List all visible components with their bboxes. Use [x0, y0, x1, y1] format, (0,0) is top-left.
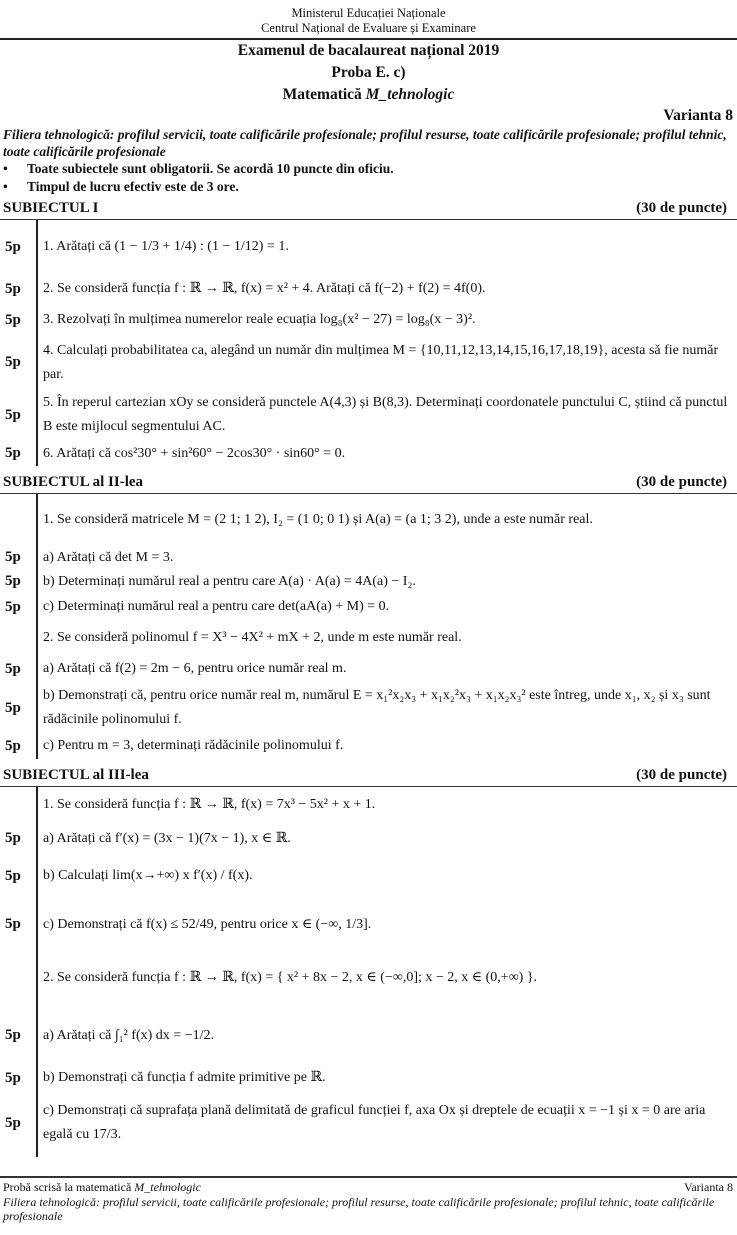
- section-header: [0, 764, 737, 786]
- exam-item: [0, 952, 737, 1004]
- exam-item: [0, 621, 737, 655]
- item-text: c) Demonstrați că f(x) ≤ 52/49, pentru orice x ∈ (−∞, 1/3].: [43, 916, 372, 932]
- item-points: 5p: [5, 406, 21, 423]
- item-text: a) Arătați că det M = 3.: [43, 549, 174, 565]
- item-text: a) Arătați că ∫₁² f(x) dx = −1/2.: [43, 1027, 214, 1043]
- item-text: 2. Se consideră funcția f : ℝ → ℝ, f(x) = x² + 4. Arătați că f(−2) + f(2) = 4f(0).: [43, 281, 486, 296]
- item-points: 5p: [5, 311, 21, 328]
- section-title: SUBIECTUL I: [3, 199, 99, 216]
- exam-item: [0, 593, 737, 621]
- section-title: SUBIECTUL al III-lea: [3, 766, 149, 783]
- page-header: [0, 0, 737, 196]
- exam-item: [0, 897, 737, 952]
- exam-item: [0, 494, 737, 545]
- exam-item: [0, 389, 737, 441]
- item-text: c) Pentru m = 3, determinați rădăcinile polinomului f.: [43, 738, 344, 753]
- section-points: (30 de puncte): [636, 473, 727, 490]
- footer-left: [3, 1180, 201, 1195]
- item-text: b) Demonstrați că funcția f admite primitive pe ℝ.: [43, 1070, 326, 1085]
- exam-item: [0, 545, 737, 570]
- section: [0, 197, 737, 466]
- exam-item: [0, 733, 737, 759]
- item-points: 5p: [5, 699, 21, 716]
- section-header: [0, 471, 737, 493]
- item-points: 5p: [5, 660, 21, 677]
- exam-item: [0, 1067, 737, 1089]
- section-points: (30 de puncte): [636, 766, 727, 783]
- exam-item: [0, 1004, 737, 1067]
- item-text: 6. Arătați că cos²30° + sin²60° − 2cos30° · sin60° = 0.: [43, 445, 346, 461]
- exam-item: [0, 855, 737, 897]
- item-points: 5p: [5, 354, 21, 370]
- item-points: 5p: [5, 830, 21, 846]
- ministry: Ministerul Educației Naționale: [291, 6, 446, 20]
- bullet-1: • Toate subiectele sunt obligatorii. Se acordă 10 puncte din oficiu.: [3, 161, 394, 176]
- item-points: 5p: [5, 280, 21, 297]
- item-text: 5. În reperul cartezian xOy se consideră punctele A(4,3) și B(8,3). Determinați coordonatele punctului C, știind că punctul B este mijlocul segmentului AC.: [43, 395, 728, 434]
- item-text: b) Determinați numărul real a pentru care A(a) · A(a) = 4A(a) − I₂.: [43, 573, 416, 589]
- item-text: c) Determinați numărul real a pentru care det(aA(a) + M) = 0.: [43, 599, 390, 614]
- section-points: (30 de puncte): [636, 199, 727, 216]
- exam-item: [0, 787, 737, 822]
- footer-variant: Varianta 8: [684, 1180, 733, 1194]
- item-points: 5p: [5, 1069, 21, 1086]
- section: [0, 471, 737, 759]
- variant: Varianta 8: [663, 107, 733, 124]
- item-text: 1. Se consideră matricele M = (2 1; 1 2), I₂ = (1 0; 0 1) și A(a) = (a 1; 3 2), unde a este număr real.: [43, 511, 593, 527]
- exam-title: Examenul de bacalaureat național 2019: [237, 42, 500, 59]
- subject-name: M_tehnologic: [365, 86, 455, 103]
- item-points: 5p: [5, 1114, 21, 1131]
- exam-sections: [0, 197, 737, 1157]
- bullet-2: • Timpul de lucru efectiv este de 3 ore.: [3, 179, 239, 194]
- item-points: 5p: [5, 549, 21, 565]
- proba: Proba E. c): [331, 64, 406, 81]
- exam-item: [0, 683, 737, 733]
- exam-item: [0, 822, 737, 855]
- item-points: 5p: [5, 598, 21, 615]
- exam-item: [0, 655, 737, 683]
- item-text: c) Demonstrați că suprafața plană delimitată de graficul funcției f, axa Ox și dreptele de ecuații x = −1 și x = 0 are aria egală cu 17/3.: [43, 1103, 706, 1142]
- exam-item: [0, 570, 737, 593]
- exam-item: [0, 220, 737, 274]
- item-text: 2. Se consideră polinomul f = X³ − 4X² + mX + 2, unde m este număr real.: [43, 630, 462, 645]
- exam-item: [0, 1089, 737, 1157]
- footer-filiera: Filiera tehnologică: profilul servicii, toate calificările profesionale; profilul resurse, toate calificările profesionale; profilul tehnic, toate calificările profesionale: [3, 1195, 715, 1223]
- item-text: 3. Rezolvați în mulțimea numerelor reale ecuația log₈(x² − 27) = log₈(x − 3)².: [43, 312, 476, 327]
- item-points: 5p: [5, 737, 21, 754]
- bullet-text: Toate subiectele sunt obligatorii. Se acordă 10 puncte din oficiu.: [27, 161, 394, 176]
- footer-name: M_tehnologic: [134, 1180, 201, 1194]
- section-table: [0, 786, 737, 1157]
- subject-title: [0, 84, 737, 106]
- item-points: 5p: [5, 867, 21, 884]
- item-text: 4. Calculați probabilitatea ca, alegând un număr din mulțimea M = {10,11,12,13,14,15,16,17,18,19}, acesta să fie număr par.: [43, 342, 719, 382]
- item-text: b) Demonstrați că, pentru orice număr real m, numărul E = x₁²x₂x₃ + x₁x₂²x₃ + x₁x₂x₃² este întreg, unde x₁, x₂ și x₃ sunt rădăcinile polinomului f.: [43, 688, 711, 727]
- exam-item: [0, 441, 737, 466]
- center: Centrul Național de Evaluare și Examinare: [261, 21, 476, 35]
- item-text: 1. Se consideră funcția f : ℝ → ℝ, f(x) = 7x³ − 5x² + x + 1.: [43, 796, 376, 812]
- item-points: 5p: [5, 1027, 21, 1043]
- footer-prefix: Probă scrisă la matematică: [3, 1180, 135, 1194]
- section: [0, 764, 737, 1157]
- section-title: SUBIECTUL al II-lea: [3, 473, 144, 490]
- item-text: a) Arătați că f(2) = 2m − 6, pentru orice număr real m.: [43, 661, 347, 676]
- exam-item: [0, 304, 737, 336]
- exam-item: [0, 336, 737, 389]
- exam-item: [0, 274, 737, 304]
- item-text: a) Arătați că f′(x) = (3x − 1)(7x − 1), x ∈ ℝ.: [43, 830, 291, 846]
- item-points: 5p: [5, 916, 21, 932]
- bullet-text: Timpul de lucru efectiv este de 3 ore.: [27, 179, 239, 194]
- item-points: 5p: [5, 238, 21, 255]
- page-footer: [0, 1176, 737, 1223]
- item-text: b) Calculați lim(x→+∞) x f′(x) / f(x).: [43, 868, 253, 883]
- section-table: [0, 493, 737, 759]
- item-points: 5p: [5, 573, 21, 589]
- section-header: [0, 197, 737, 219]
- section-table: [0, 219, 737, 466]
- filiera: Filiera tehnologică: profilul servicii, toate calificările profesionale; profilul resurse, toate calificările profesionale; profilul tehnic, toate calificările profesionale: [3, 127, 727, 159]
- subject-prefix: Matematică: [282, 86, 366, 103]
- item-text: 2. Se consideră funcția f : ℝ → ℝ, f(x) = { x² + 8x − 2, x ∈ (−∞,0]; x − 2, x ∈ (0,+∞) }.: [43, 970, 538, 985]
- item-text: 1. Arătați că (1 − 1/3 + 1/4) : (1 − 1/12) = 1.: [43, 239, 289, 254]
- item-points: 5p: [5, 445, 21, 461]
